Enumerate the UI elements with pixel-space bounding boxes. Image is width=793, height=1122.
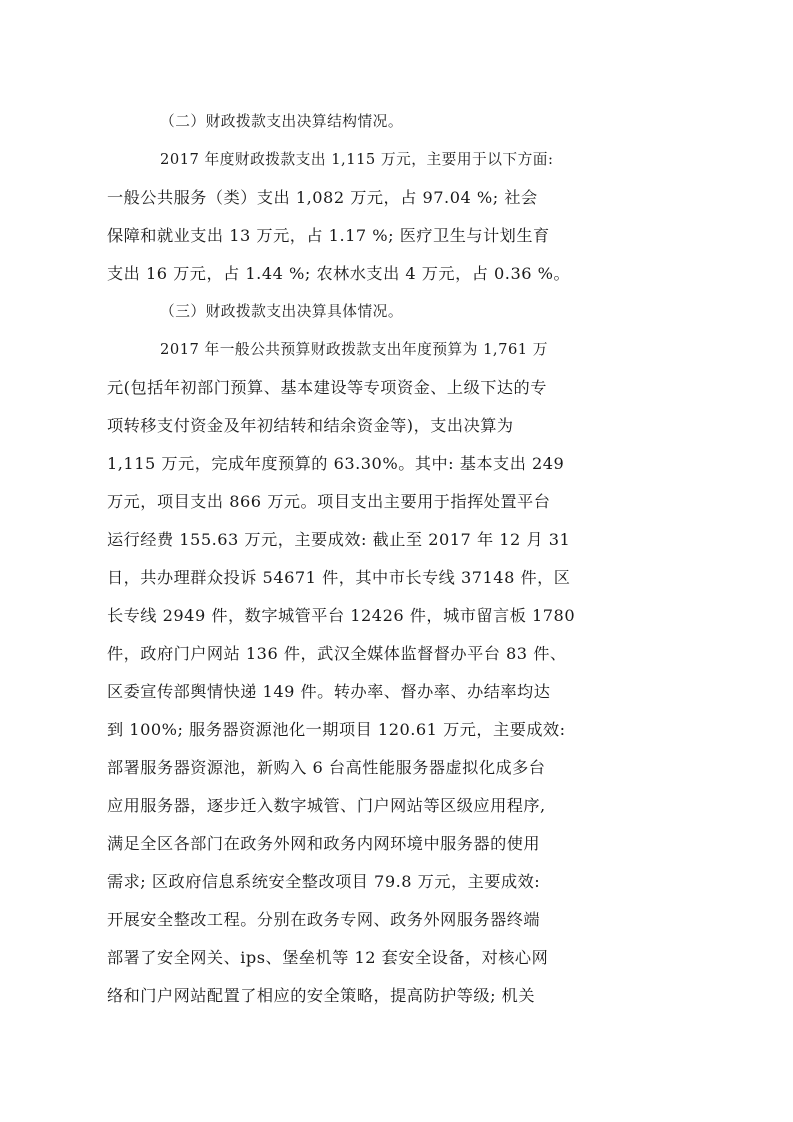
paragraph-line: 部署服务器资源池，新购入 6 台高性能服务器虚拟化成多台 [107, 758, 546, 777]
paragraph-line: 2017 年度财政拨款支出 1,115 万元，主要用于以下方面: [160, 151, 554, 168]
paragraph-line: 络和门户网站配置了相应的安全策略，提高防护等级; 机关 [107, 986, 535, 1005]
paragraph-line: 开展安全整改工程。分别在政务专网、政务外网服务器终端 [107, 910, 541, 929]
paragraph-line: 满足全区各部门在政务外网和政务内网环境中服务器的使用 [107, 834, 541, 853]
paragraph-line: 应用服务器，逐步迁入数字城管、门户网站等区级应用程序, [107, 796, 546, 815]
paragraph-line: 需求; 区政府信息系统安全整改项目 79.8 万元，主要成效: [107, 872, 541, 891]
paragraph-line: 2017 年一般公共预算财政拨款支出年度预算为 1,761 万 [160, 341, 548, 358]
paragraph-line: 元(包括年初部门预算、基本建设等专项资金、上级下达的专 [107, 378, 547, 397]
paragraph-line: 日，共办理群众投诉 54671 件，其中市长专线 37148 件，区 [107, 568, 571, 587]
paragraph-line: 支出 16 万元，占 1.44 %; 农林水支出 4 万元，占 0.36 %。 [107, 264, 571, 283]
paragraph-line: 运行经费 155.63 万元，主要成效: 截止至 2017 年 12 月 31 [107, 530, 571, 549]
section-heading-3: （三）财政拨款支出决算具体情况。 [160, 303, 404, 320]
paragraph-line: 项转移支付资金及年初结转和结余资金等)，支出决算为 [107, 416, 514, 435]
section-heading-2: （二）财政拨款支出决算结构情况。 [160, 113, 404, 130]
paragraph-line: 一般公共服务（类）支出 1,082 万元，占 97.04 %; 社会 [107, 188, 538, 207]
paragraph-line: 到 100%; 服务器资源池化一期项目 120.61 万元，主要成效: [107, 720, 566, 739]
paragraph-line: 保障和就业支出 13 万元，占 1.17 %; 医疗卫生与计划生育 [107, 226, 550, 245]
paragraph-line: 1,115 万元，完成年度预算的 63.30%。其中: 基本支出 249 [107, 454, 565, 473]
paragraph-line: 件，政府门户网站 136 件，武汉全媒体监督督办平台 83 件、 [107, 644, 567, 663]
paragraph-line: 万元，项目支出 866 万元。项目支出主要用于指挥处置平台 [107, 492, 551, 511]
paragraph-line: 长专线 2949 件，数字城管平台 12426 件，城市留言板 1780 [107, 606, 576, 625]
paragraph-line: 区委宣传部舆情快递 149 件。转办率、督办率、办结率均达 [107, 682, 551, 701]
paragraph-line: 部署了安全网关、ips、堡垒机等 12 套安全设备，对核心网 [107, 948, 549, 967]
